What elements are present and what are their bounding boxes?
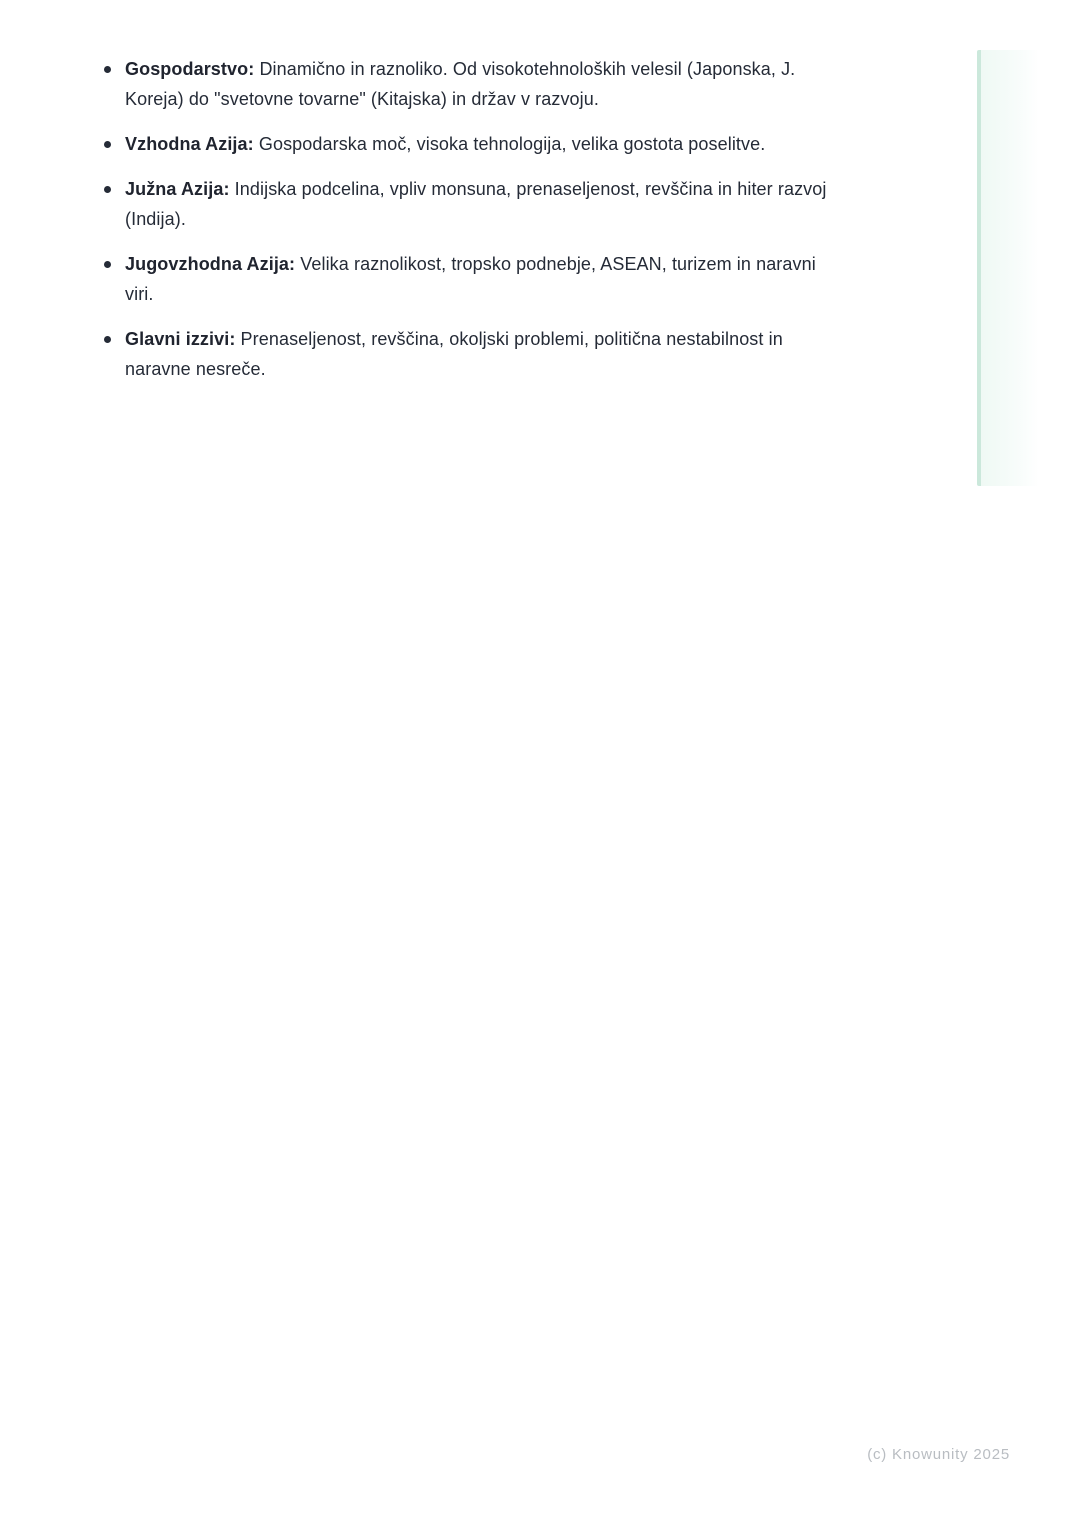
bullet-icon [104,141,111,148]
list-item [103,249,833,309]
list-item [103,129,833,159]
list-item-text: Indijska podcelina, vpliv monsuna, prenaseljenost, revščina in hiter razvoj (Indija). [125,179,827,229]
bullet-icon [104,186,111,193]
copyright-text: (c) Knowunity 2025 [867,1446,1010,1463]
list-item-text: Dinamično in raznoliko. Od visokotehnoloških velesil (Japonska, J. Koreja) do "svetovne tovarne" (Kitajska) in držav v razvoju. [125,59,796,109]
list-item-term: Vzhodna Azija: [125,134,254,154]
list-item-term: Jugovzhodna Azija: [125,254,296,274]
list-item-term: Gospodarstvo: [125,59,255,79]
list-item-term: Glavni izzivi: [125,329,236,349]
list-item-text: Gospodarska moč, visoka tehnologija, velika gostota poselitve. [258,134,766,154]
list-item-text: Velika raznolikost, tropsko podnebje, ASEAN, turizem in naravni viri. [125,254,816,304]
list-item [103,324,833,384]
list-item [103,174,833,234]
list-item-text: Prenaseljenost, revščina, okoljski problemi, politična nestabilnost in naravne nesreče. [125,329,783,379]
highlight-strip [977,50,1039,486]
list-item [103,54,833,114]
bullet-icon [104,66,111,73]
bullet-icon [104,261,111,268]
notes-bullet-list [103,54,833,399]
bullet-icon [104,336,111,343]
list-item-term: Južna Azija: [125,179,230,199]
